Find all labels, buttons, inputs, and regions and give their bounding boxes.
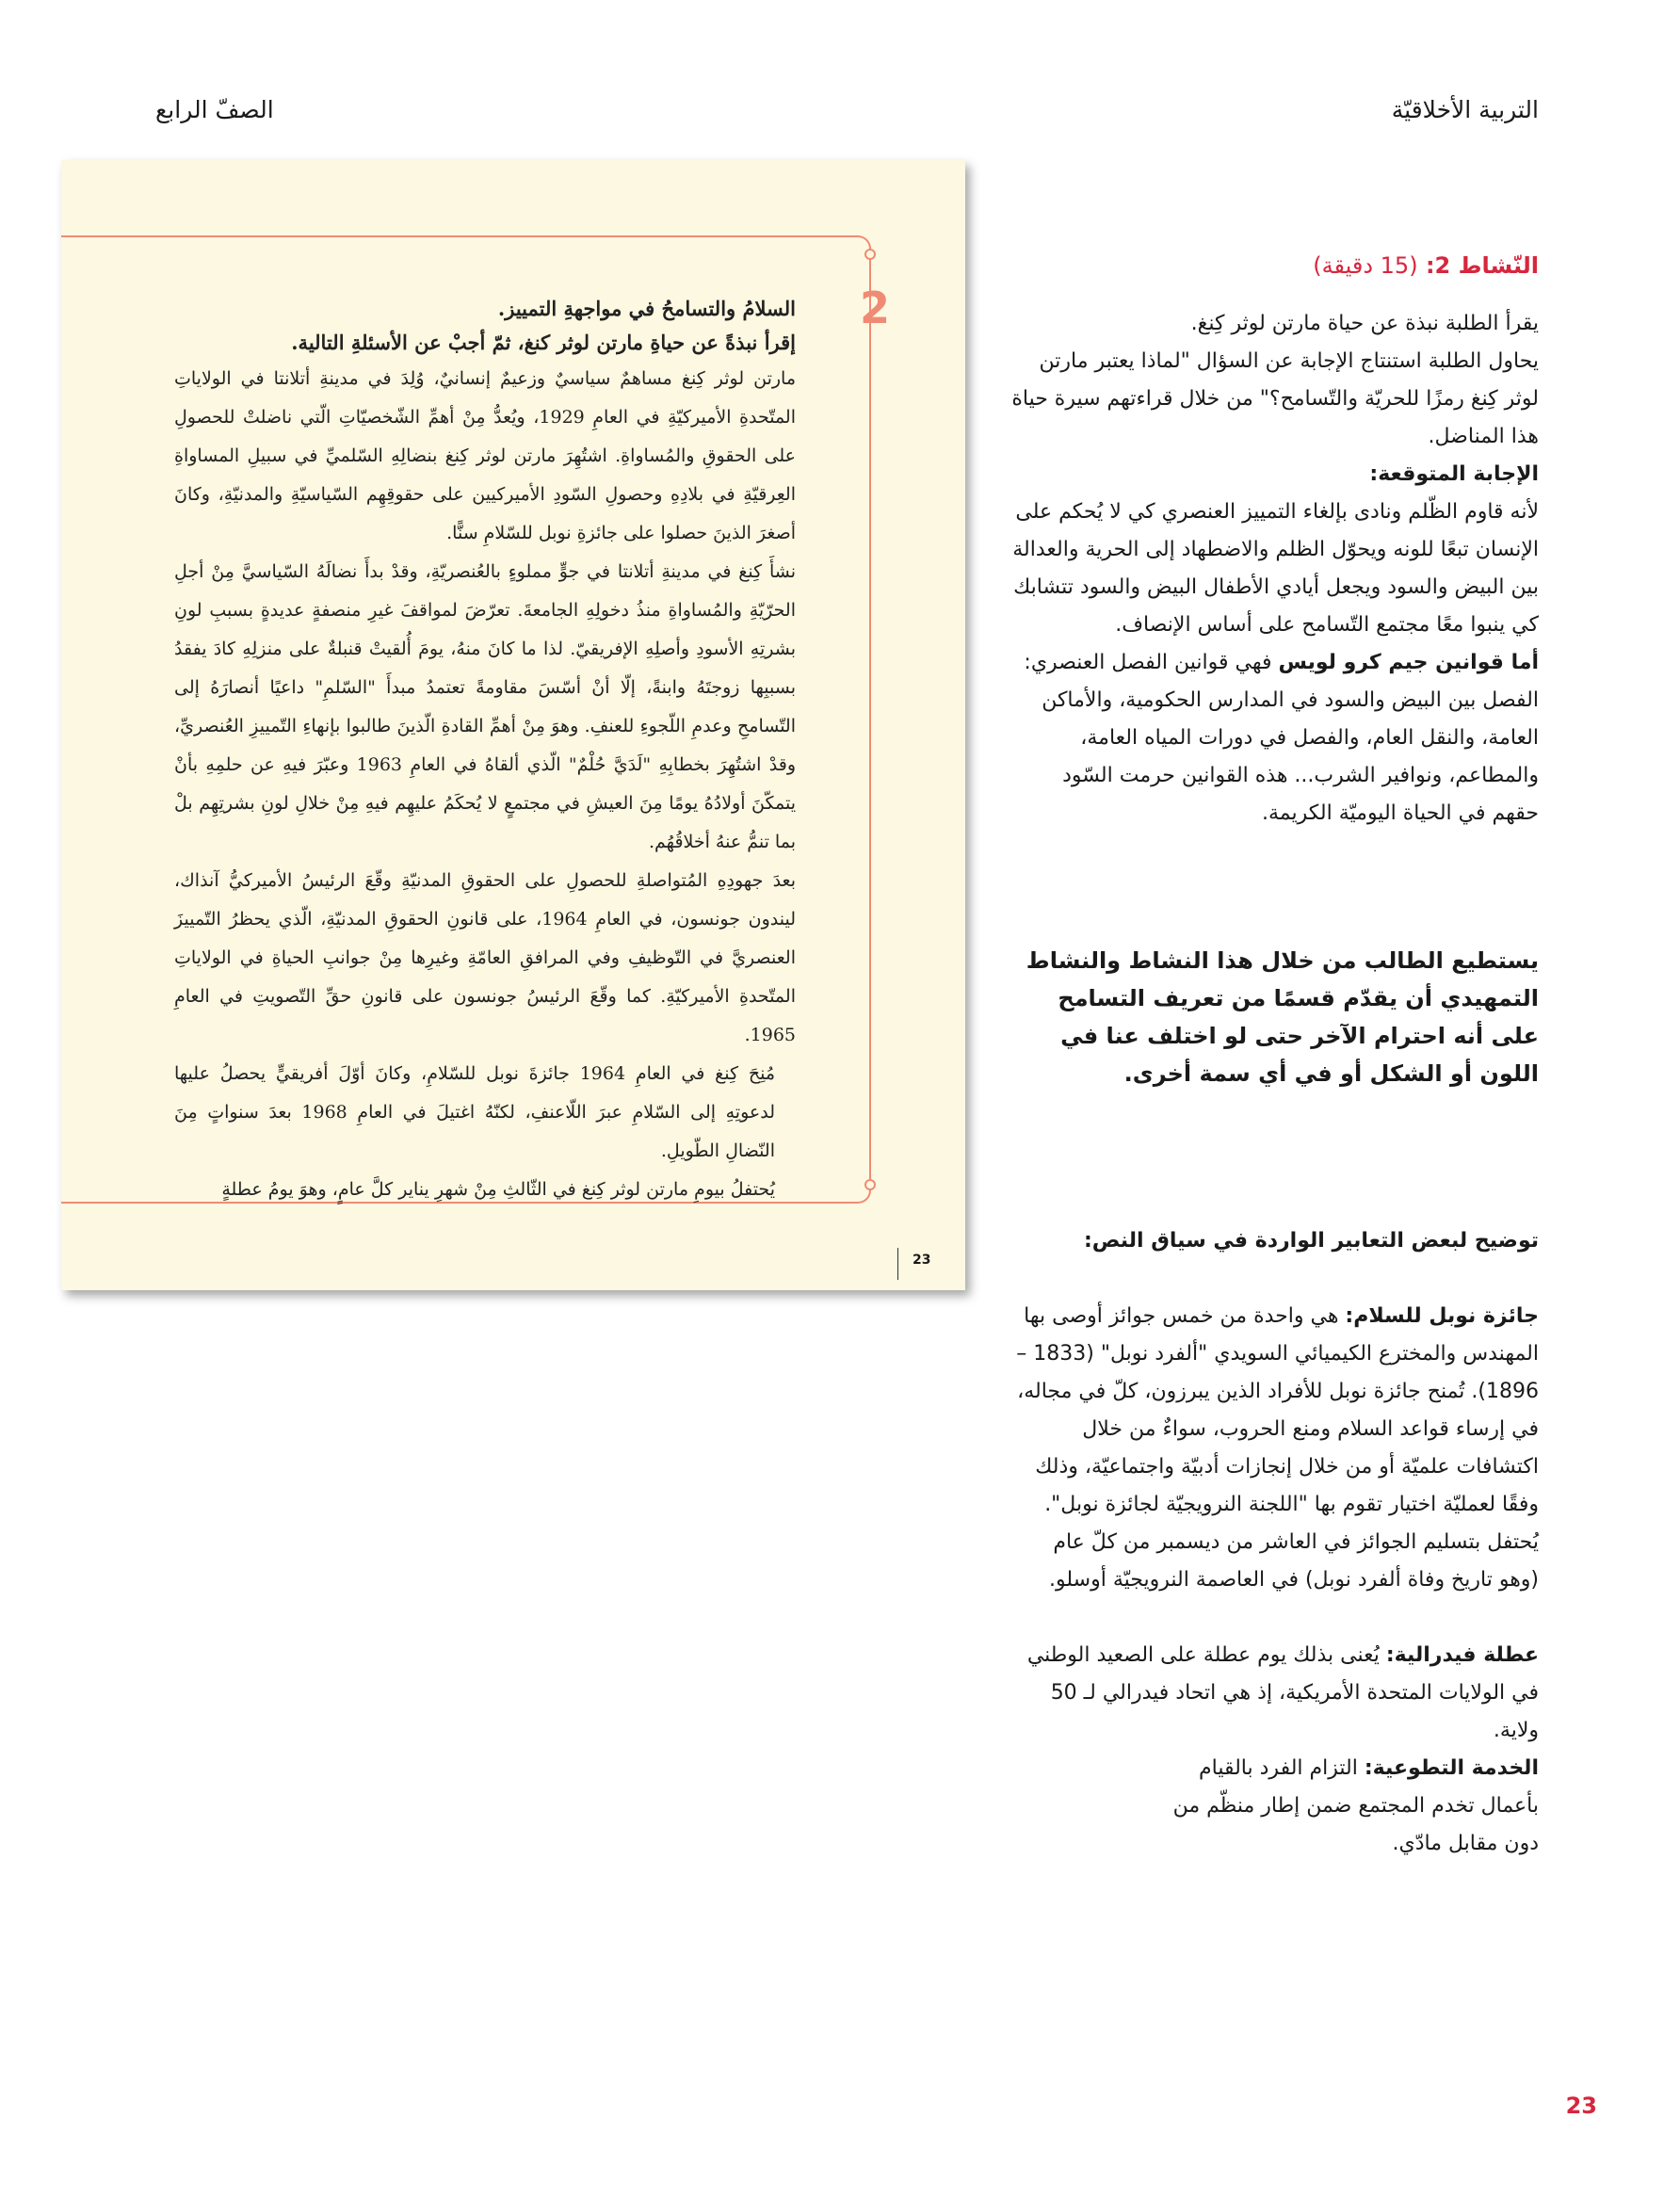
preview-instruction: إقرأ نبذةً عن حياةِ مارتن لوثر كنغ، ثمّ أجبْ عن الأسئلةِ التالية. [291,331,796,354]
jim-crow-text: فهي قوانين الفصل العنصري: الفصل بين البيض والسود في المدارس الحكومية، والأماكن العامة، والنقل العام، والفصل في دورات المياه العامة، والمطاعم، ونوافير الشرب... هذه القوانين حرمت السّود حقهم في الحياة اليوميّة الكريمة. [1024,651,1539,825]
activity-section [1011,247,1539,833]
preview-paragraph: يُحتفلُ بيومِ مارتن لوثر كِنغ في الثّالثِ مِنْ شهرِ يناير كلَّ عامٍ، وهوَ يومُ عطلةٍ [221,1179,775,1200]
frame-knob-top [864,249,876,260]
preview-paragraph: بعدَ جهودِهِ المُتواصلةِ للحصولِ على الحقوقِ المدنيّةِ وقّعَ الرئيسُ الأميركيُّ آنذاك، ليندون جونسون، في العامِ 1964، على قانونِ الحقوقِ المدنيّةِ، الّذي يحظرُ التّمييزَ العنصريَّ في التّوظيفِ وفي المرافقِ العامّةِ وغيرِها مِنْ جوانبِ الحياةِ في الولاياتِ المتّحدةِ الأميركيّةِ. كما وقّعَ الرئيسُ جونسون على قانونِ حقِّ التّصويتِ في العامِ 1965. [174,870,796,1045]
glossary-definition: يُعنى بذلك يوم عطلة على الصعيد الوطني في الولايات المتحدة الأمريكية، إذ هي اتحاد فيدرالي لـ 50 ولاية. [1026,1643,1539,1742]
activity-line: يحاول الطلبة استنتاج الإجابة عن السؤال "لماذا يعتبر مارتن لوثر كِنغ رمزًا للحريّة والتّسامح؟" من خلال قراءتهم سيرة حياة هذا المناضل. [1011,349,1539,448]
preview-text [174,292,796,1209]
student-page-preview [61,160,965,1290]
jim-crow-paragraph [1011,644,1539,833]
preview-footer-divider [897,1248,898,1280]
jim-crow-label: أما قوانين جيم كرو لويس [1278,651,1539,674]
glossary-definition: هي واحدة من خمس جوائز أوصى بها المهندس والمخترع الكيميائي السويدي "ألفرد نوبل" (1833 – 1896). تُمنح جائزة نوبل للأفراد الذين يبرزون، كلّ في مجاله، في إرساء قواعد السلام ومنع الحروب، سواءٌ من خلال اكتشافات علميّة أو من خلال إنجازات أدبيّة واجتماعيّة، وذلك وفقًا لعمليّة اختيار تقوم بها "اللجنة النرويجيّة لجائزة نوبل". يُحتفل بتسليم الجوائز في العاشر من ديسمبر من كلّ عام (وهو تاريخ وفاة ألفرد نوبل) في العاصمة النرويجيّة أوسلو. [1016,1304,1539,1592]
activity-duration: (15 دقيقة) [1313,252,1418,279]
expected-answer-label: الإجابة المتوقعة: [1369,462,1539,486]
glossary-entry-volunteer [1011,1750,1539,1863]
preview-page-number: 23 [913,1253,931,1268]
preview-title: السلامُ والتسامحُ في مواجهةِ التمييز. [497,297,796,320]
glossary-term: الخدمة التطوعية: [1364,1756,1539,1780]
frame-knob-bottom [864,1179,876,1190]
glossary-entry-holiday [1011,1637,1539,1750]
glossary-heading: توضيح لبعض التعابير الواردة في سياق النص: [1083,1229,1539,1253]
preview-paragraph: مُنِحَ كِنغ في العامِ 1964 جائزةَ نوبل للسّلامِ، وكانَ أوّلَ أفريقيٍّ يحصلُ عليها لدعوتِهِ إلى السّلامِ عبرَ اللّاعنفِ، لكنّهُ اغتيلَ في العامِ 1968 بعدَ سنواتٍ مِنَ النّضالِ الطّويلِ. [174,1063,776,1161]
page-number: 23 [1565,2093,1597,2119]
glossary-term: عطلة فيدرالية: [1385,1643,1539,1667]
expected-answer: لأنه قاوم الظّلم ونادى بإلغاء التمييز العنصري كي لا يُحكم على الإنسان تبعًا للونه ويحوّل الظلم والاضطهاد إلى الحرية والعدالة بين البيض والسود ويجعل أيادي الأطفال البيض والسود تتشابك كي ينبوا معًا مجتمع التّسامح على أساس الإنصاف. [1012,500,1539,637]
glossary-term: جائزة نوبل للسلام: [1345,1304,1539,1328]
activity-line: يقرأ الطلبة نبذة عن حياة مارتن لوثر كِنغ. [1190,312,1539,335]
activity-title [1011,247,1539,284]
subject-title: التربية الأخلاقيّة [1391,96,1539,123]
preview-paragraph: نشأَ كِنغ في مدينةِ أتلانتا في جوٍّ مملوءٍ بالعُنصريّةِ، وقدْ بدأَ نضالَهُ السّياسيَّ مِنْ أجلِ الحرّيّةِ والمُساواةِ منذُ دخولِهِ الجامعةَ. تعرّضَ لمواقفَ غيرِ منصفةٍ عديدةٍ بسببِ لونِ بشرتِهِ الأسودِ وأصلِهِ الإفريقيّ. لذا ما كانَ منهُ، يومَ أُلقيتْ قنبلةٌ على منزلِهِ كادَ يفقدُ بسببِها زوجتَهُ وابنةً، إلّا أنْ أسّسَ مقاومةً تعتمدُ مبدأَ "السّلمِ" داعيًا أنصارَهُ إلى التّسامحِ وعدمِ اللّجوءِ للعنفِ. وهوَ مِنْ أهمِّ القادةِ الّذينَ طالبوا بإنهاءِ التّمييزِ العُنصريِّ، وقدْ اشتُهِرَ بخطابِهِ "لَدَيَّ حُلْمٌ" الّذي ألقاهُ في العامِ 1963 وعبّرَ فيهِ عن حلمِهِ بأنْ يتمكّنَ أولادُهُ يومًا مِنَ العيشِ في مجتمعٍ لا يُحكَمُ عليهِم فيهِ مِنْ خلالِ لونِ بشرتِهِم بلْ بما تنمُّ عنهُ أخلاقُهُم. [174,561,796,852]
conclusion: يستطيع الطالب من خلال هذا النشاط والنشاط التمهيدي أن يقدّم قسمًا من تعريف التسامح على أنه احترام الآخر حتى لو اختلف عنا في اللون أو الشكل أو في أي سمة أخرى. [1026,947,1539,1087]
glossary-definition: التزام الفرد بالقيام بأعمال تخدم المجتمع ضمن إطار منظّم من دون مقابل مادّي. [1172,1756,1539,1855]
preview-paragraph: مارتن لوثر كِنغ مساهمٌ سياسيٌ وزعيمٌ إنسانيٌ، وُلِدَ في مدينةِ أتلانتا في الولاياتِ المتّحدةِ الأميركيّةِ في العامِ 1929، ويُعدُّ مِنْ أهمِّ الشّخصيّاتِ الّتي ناضلتْ للحصولِ على الحقوقِ والمُساواةِ. اشتُهِرَ مارتن لوثر كِنغ بنضالِهِ السّلميِّ في سبيلِ المساواةِ العِرقيّةِ في بلادِهِ وحصولِ السّودِ الأميركيين على حقوقِهِم السّياسيّةِ والمدنيّةِ، وكانَ أصغرَ الذينَ حصلوا على جائزةِ نوبل للسّلامِ سنًّا. [174,368,796,543]
lesson-number: 2 [859,283,890,333]
glossary-entry-nobel [1011,1298,1539,1599]
glossary-section [1011,1222,1539,1863]
grade-title: الصفّ الرابع [155,96,274,123]
activity-title-label: النّشاط 2: [1425,252,1539,279]
